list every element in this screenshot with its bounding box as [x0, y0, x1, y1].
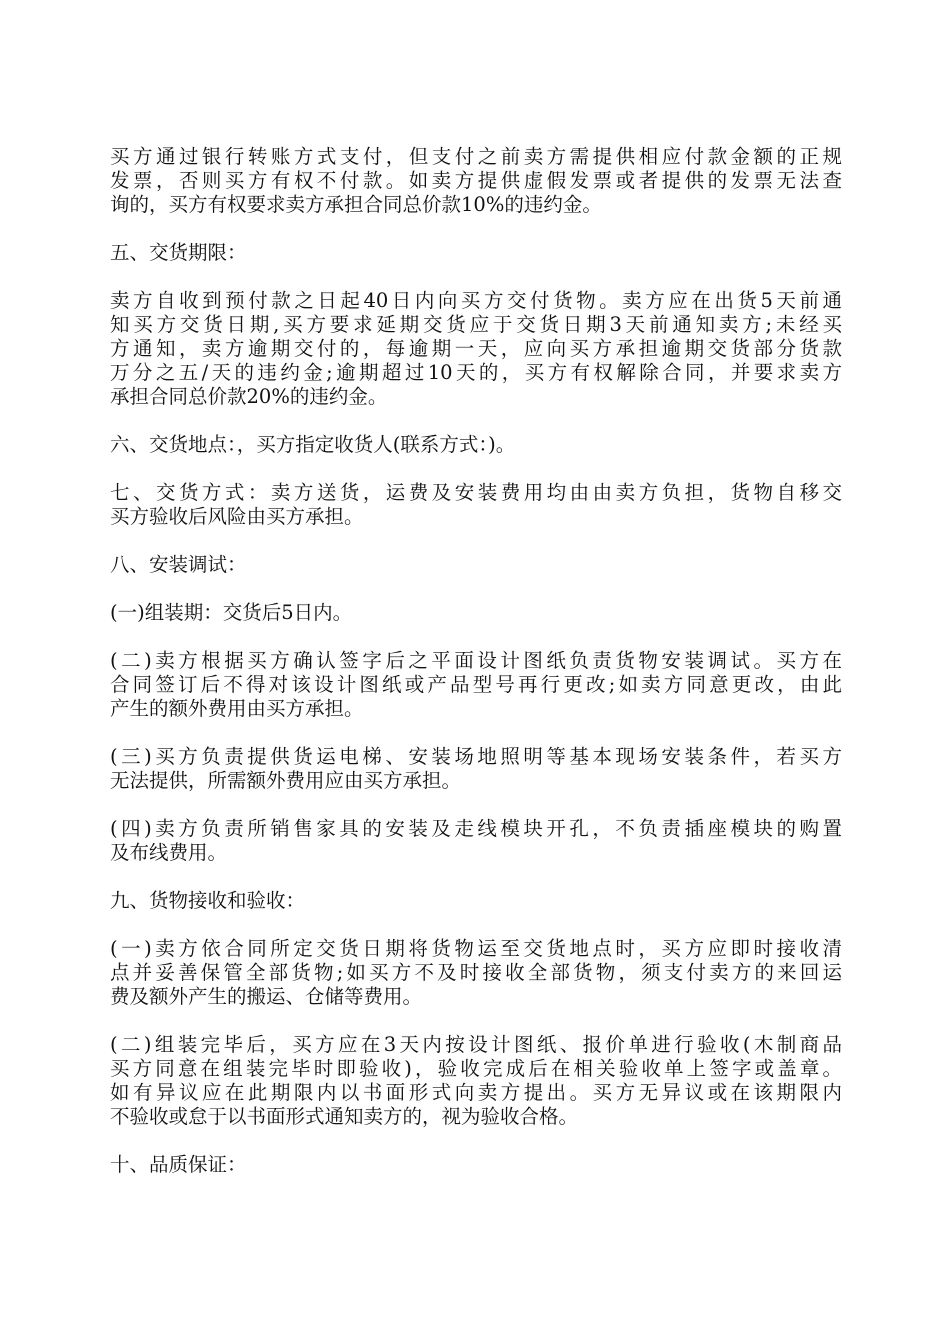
text-line: 发票，否则买方有权不付款。如卖方提供虚假发票或者提供的发票无法查 — [110, 169, 842, 192]
paragraph-gap — [110, 1009, 842, 1033]
paragraph — [110, 601, 842, 625]
text-line: 九、货物接收和验收： — [110, 889, 306, 912]
text-line: 买方通过银行转账方式支付，但支付之前卖方需提供相应付款金额的正规 — [110, 145, 842, 168]
paragraph-gap — [110, 577, 842, 601]
text-line: 承担合同总价款20%的违约金。 — [110, 385, 388, 408]
text-line: 询的，买方有权要求卖方承担合同总价款10%的违约金。 — [110, 193, 602, 216]
text-line: 费及额外产生的搬运、仓储等费用。 — [110, 985, 423, 1008]
text-line: 万分之五/天的违约金;逾期超过10天的，买方有权解除合同，并要求卖方 — [110, 361, 842, 384]
paragraph — [110, 1153, 842, 1177]
text-line: (三)买方负责提供货运电梯、安装场地照明等基本现场安装条件，若买方 — [110, 745, 842, 768]
paragraph — [110, 145, 842, 217]
paragraph — [110, 889, 842, 913]
text-line: 买方同意在组装完毕时即验收)，验收完成后在相关验收单上签字或盖章。 — [110, 1057, 842, 1080]
text-line: 五、交货期限： — [110, 241, 247, 264]
text-line: 六、交货地点：，买方指定收货人(联系方式：)。 — [110, 433, 516, 456]
paragraph-gap — [110, 529, 842, 553]
paragraph-gap — [110, 865, 842, 889]
text-line: 买方验收后风险由买方承担。 — [110, 505, 364, 528]
paragraph — [110, 481, 842, 529]
text-line: (一)组装期：交货后5日内。 — [110, 601, 353, 624]
text-line: 方通知，卖方逾期交付的，每逾期一天，应向买方承担逾期交货部分货款 — [110, 337, 842, 360]
paragraph-gap — [110, 1129, 842, 1153]
document-page — [110, 145, 842, 1177]
text-line: 知买方交货日期,买方要求延期交货应于交货日期3天前通知卖方;未经买 — [110, 313, 842, 336]
paragraph-gap — [110, 721, 842, 745]
text-line: 八、安装调试： — [110, 553, 247, 576]
text-line: 七、交货方式：卖方送货，运费及安装费用均由由卖方负担，货物自移交 — [110, 481, 842, 504]
paragraph — [110, 289, 842, 409]
text-line: 十、品质保证： — [110, 1153, 247, 1176]
paragraph-gap — [110, 457, 842, 481]
paragraph-gap — [110, 409, 842, 433]
paragraph-gap — [110, 793, 842, 817]
paragraph — [110, 433, 842, 457]
text-line: 卖方自收到预付款之日起40日内向买方交付货物。卖方应在出货5天前通 — [110, 289, 842, 312]
paragraph — [110, 241, 842, 265]
text-line: 无法提供，所需额外费用应由买方承担。 — [110, 769, 462, 792]
text-line: (一)卖方依合同所定交货日期将货物运至交货地点时，买方应即时接收清 — [110, 937, 842, 960]
text-line: (二)卖方根据买方确认签字后之平面设计图纸负责货物安装调试。买方在 — [110, 649, 842, 672]
text-line: 合同签订后不得对该设计图纸或产品型号再行更改;如卖方同意更改，由此 — [110, 673, 842, 696]
text-line: 产生的额外费用由买方承担。 — [110, 697, 364, 720]
paragraph — [110, 817, 842, 865]
paragraph — [110, 649, 842, 721]
text-line: (二)组装完毕后，买方应在3天内按设计图纸、报价单进行验收(木制商品 — [110, 1033, 842, 1056]
text-line: (四)卖方负责所销售家具的安装及走线模块开孔，不负责插座模块的购置 — [110, 817, 842, 840]
paragraph-gap — [110, 265, 842, 289]
paragraph-gap — [110, 217, 842, 241]
paragraph — [110, 553, 842, 577]
paragraph — [110, 745, 842, 793]
paragraph — [110, 1033, 842, 1129]
paragraph-gap — [110, 913, 842, 937]
text-line: 点并妥善保管全部货物;如买方不及时接收全部货物，须支付卖方的来回运 — [110, 961, 842, 984]
paragraph — [110, 937, 842, 1009]
text-line: 及布线费用。 — [110, 841, 228, 864]
text-line: 如有异议应在此期限内以书面形式向卖方提出。买方无异议或在该期限内 — [110, 1081, 842, 1104]
text-line: 不验收或怠于以书面形式通知卖方的，视为验收合格。 — [110, 1105, 579, 1128]
paragraph-gap — [110, 625, 842, 649]
